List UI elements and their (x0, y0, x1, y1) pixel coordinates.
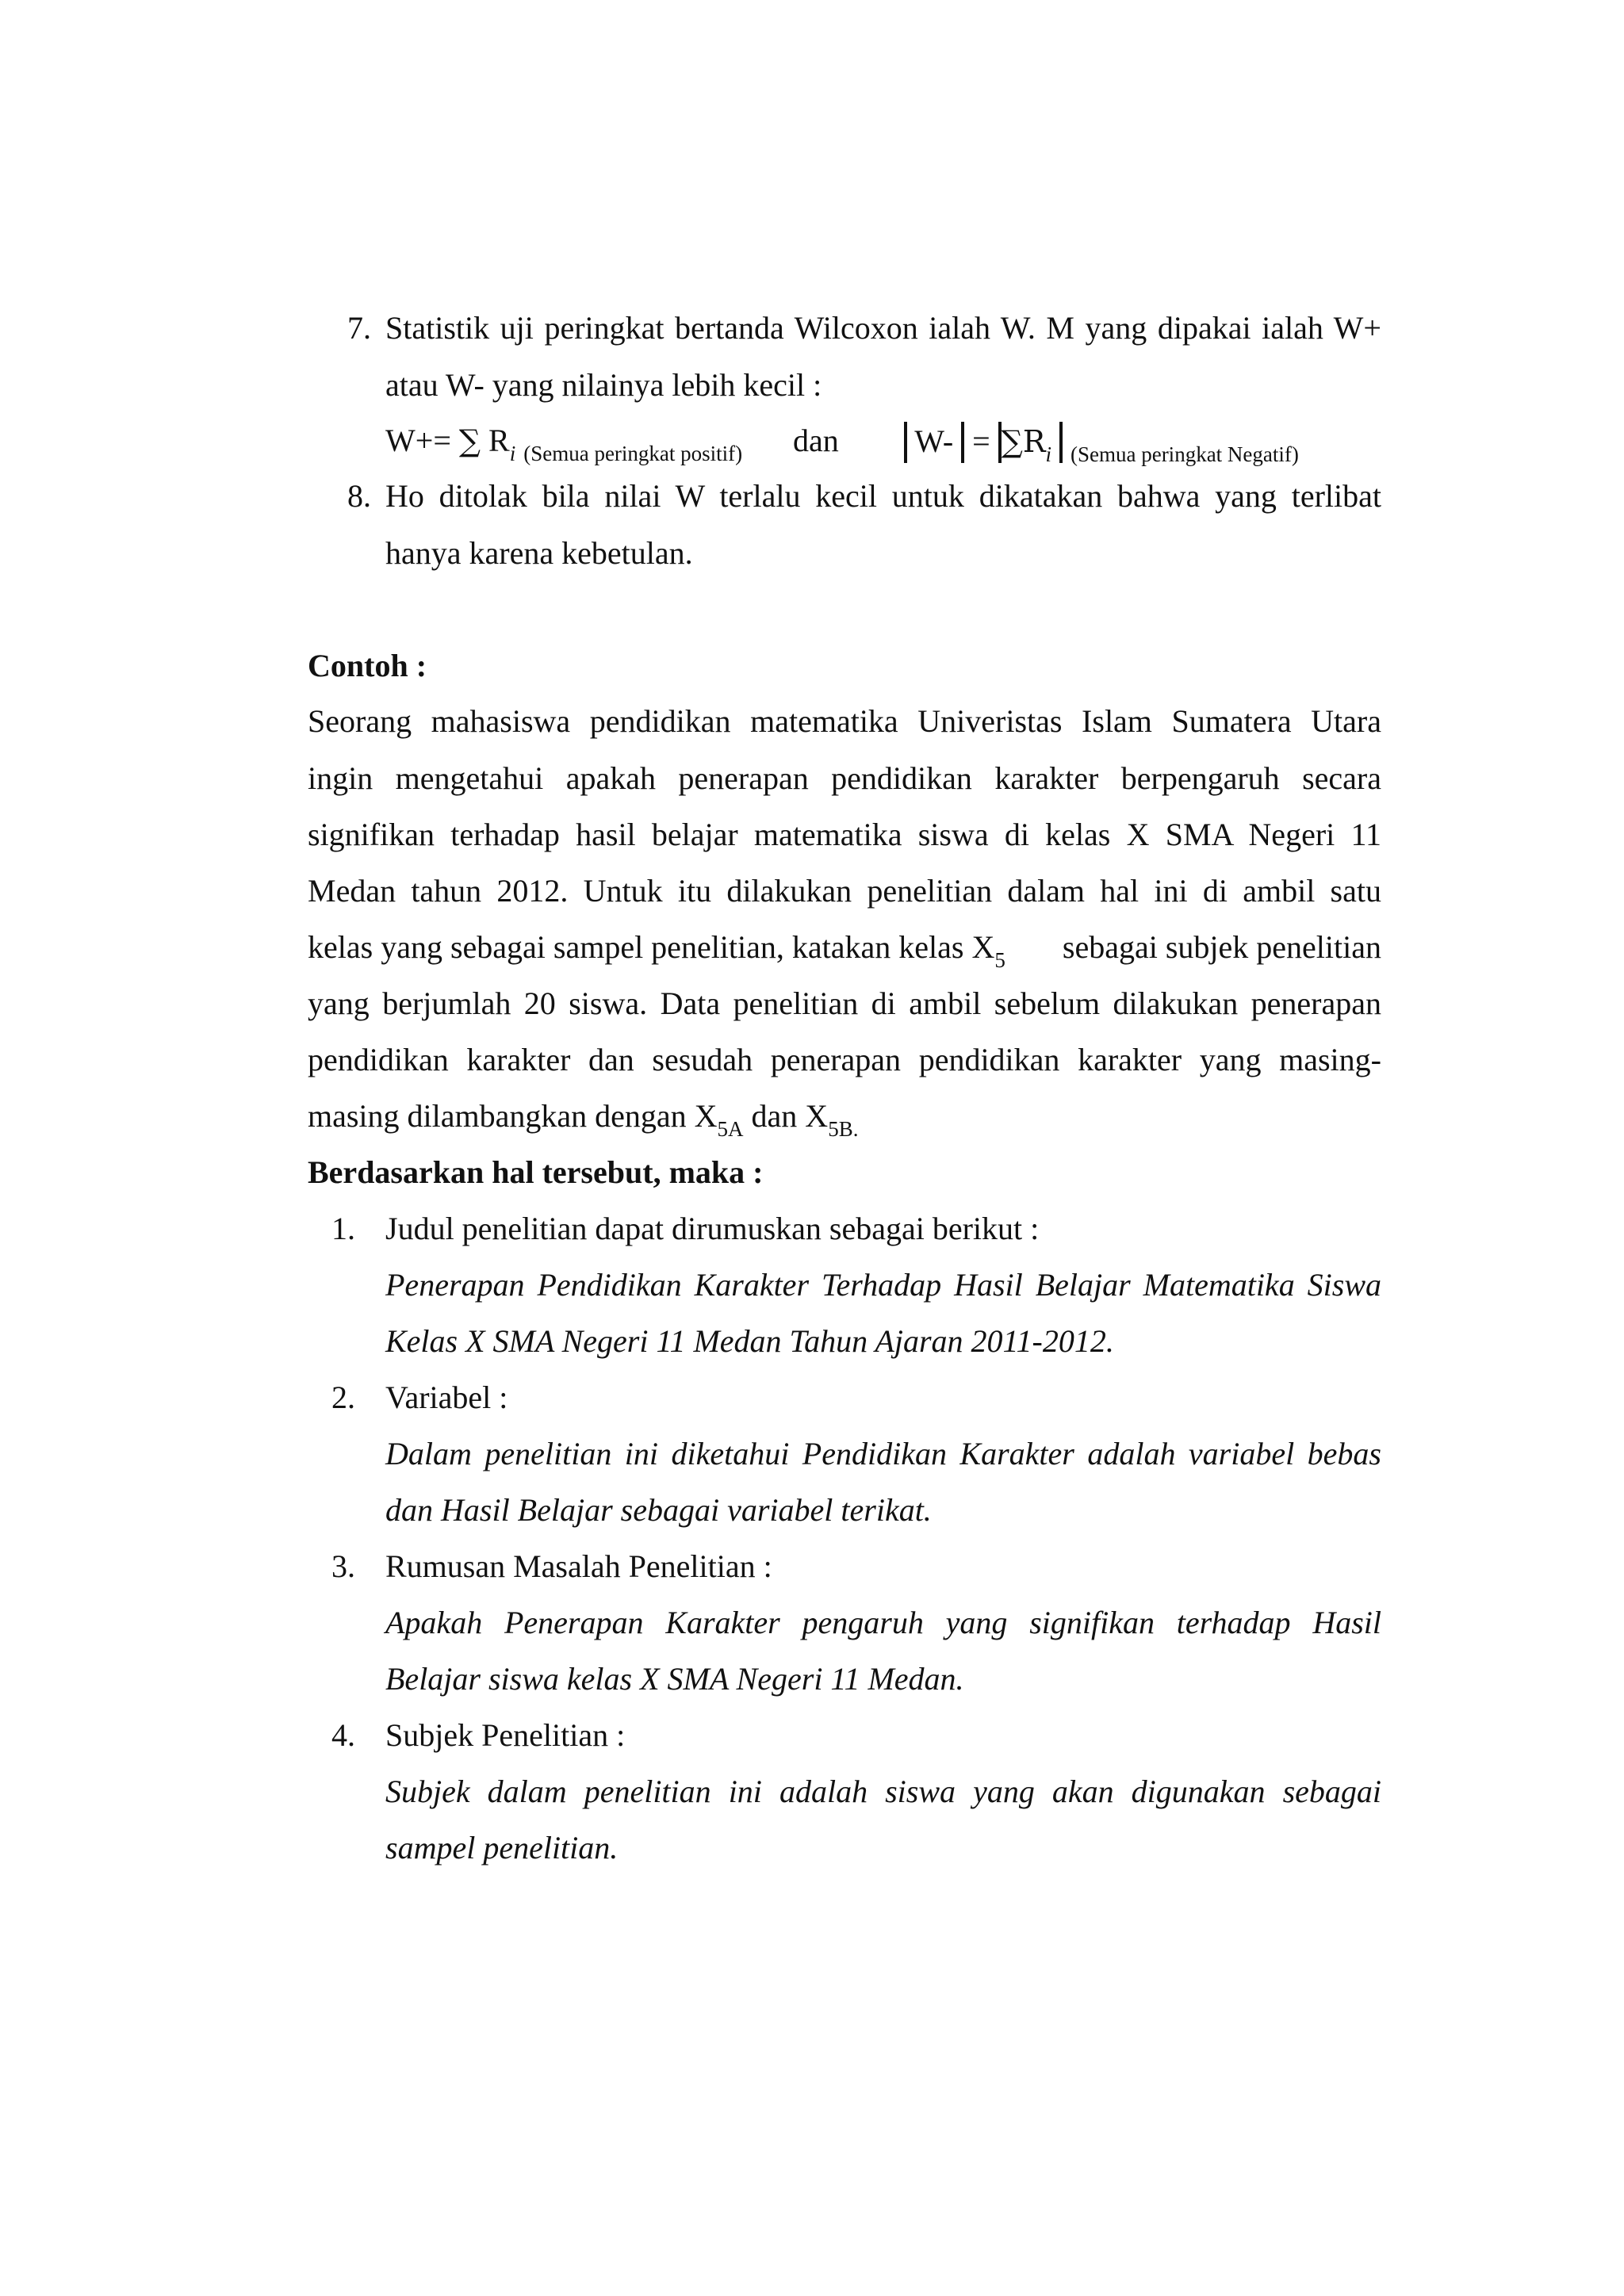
subscript: 5B. (828, 1117, 859, 1141)
list-item-text: Statistik uji peringkat bertanda Wilcoxon ialah W. M yang dipakai ialah W+ (385, 310, 1381, 346)
list-item-description: sampel penelitian. (385, 1830, 619, 1866)
section-heading: Contoh : (308, 648, 427, 683)
list-item-label: Subjek Penelitian : (385, 1717, 626, 1753)
formula-r: R (488, 423, 510, 458)
absolute-bar (1059, 422, 1063, 463)
list-item-description: dan Hasil Belajar sebagai variabel terikat. (385, 1492, 932, 1528)
paragraph-segment: sebagai subjek penelitian (1062, 929, 1381, 965)
paragraph-text: dan X (743, 1098, 829, 1134)
formula-w-plus-label: W+= (385, 423, 451, 458)
formula-w-minus (904, 422, 1299, 464)
subscript: 5A (717, 1117, 744, 1141)
formula-positive-note: (Semua peringkat positif) (523, 442, 743, 465)
formula-w-minus-label: W- (914, 423, 954, 459)
sigma-symbol: ∑ (458, 423, 481, 458)
paragraph-line (308, 1097, 859, 1141)
paragraph-line: Medan tahun 2012. Untuk itu dilakukan penelitian dalam hal ini di ambil satu (308, 873, 1381, 909)
formula-equals: = (972, 423, 990, 459)
section-heading: Berdasarkan hal tersebut, maka : (308, 1154, 764, 1190)
list-number: 8. (347, 478, 371, 514)
formula-i-subscript: i (509, 442, 516, 465)
paragraph-line: ingin mengetahui apakah penerapan pendidikan karakter berpengaruh secara (308, 760, 1381, 796)
paragraph-line: signifikan terhadap hasil belajar matematika siswa di kelas X SMA Negeri 11 (308, 817, 1381, 852)
list-number: 4. (331, 1717, 355, 1753)
list-item-description: Kelas X SMA Negeri 11 Medan Tahun Ajaran 2011-2012. (385, 1323, 1114, 1359)
list-item-description: Apakah Penerapan Karakter pengaruh yang signifikan terhadap Hasil (385, 1605, 1381, 1640)
paragraph-text: kelas yang sebagai sampel penelitian, katakan kelas X (308, 929, 995, 965)
absolute-bar (904, 422, 907, 463)
list-item-description: Belajar siswa kelas X SMA Negeri 11 Medan. (385, 1661, 964, 1697)
list-number: 2. (331, 1380, 355, 1415)
formula-dan: dan (793, 423, 839, 458)
list-item-description: Subjek dalam penelitian ini adalah siswa yang akan digunakan sebagai (385, 1774, 1381, 1809)
list-number: 7. (347, 310, 371, 346)
list-item-description: Dalam penelitian ini diketahui Pendidikan Karakter adalah variabel bebas (385, 1436, 1381, 1471)
paragraph-line: pendidikan karakter dan sesudah penerapan pendidikan karakter yang masing- (308, 1042, 1381, 1077)
paragraph-text: masing dilambangkan dengan X (308, 1098, 718, 1134)
list-number: 1. (331, 1211, 355, 1246)
formula-w-plus (385, 422, 742, 463)
list-item-text: hanya karena kebetulan. (385, 535, 693, 571)
formula-negative-note: (Semua peringkat Negatif) (1070, 442, 1299, 466)
paragraph-line: yang berjumlah 20 siswa. Data penelitian di ambil sebelum dilakukan penerapan (308, 985, 1381, 1021)
list-item-label: Judul penelitian dapat dirumuskan sebagai berikut : (385, 1211, 1040, 1246)
formula-i-subscript: i (1045, 442, 1051, 466)
list-item-text: atau W- yang nilainya lebih kecil : (385, 367, 822, 403)
paragraph-segment (308, 928, 1005, 970)
list-item-label: Rumusan Masalah Penelitian : (385, 1548, 772, 1584)
list-item-text: Ho ditolak bila nilai W terlalu kecil untuk dikatakan bahwa yang terlibat (385, 478, 1381, 514)
subscript: 5 (994, 948, 1005, 972)
absolute-bar (961, 422, 964, 463)
list-item-label: Variabel : (385, 1380, 508, 1415)
paragraph-line (308, 928, 1381, 970)
paragraph-line: Seorang mahasiswa pendidikan matematika Univeristas Islam Sumatera Utara (308, 703, 1381, 739)
formula-sigma-r: ∑R (1001, 424, 1046, 459)
list-number: 3. (331, 1548, 355, 1584)
list-item-description: Penerapan Pendidikan Karakter Terhadap Hasil Belajar Matematika Siswa (385, 1267, 1381, 1303)
